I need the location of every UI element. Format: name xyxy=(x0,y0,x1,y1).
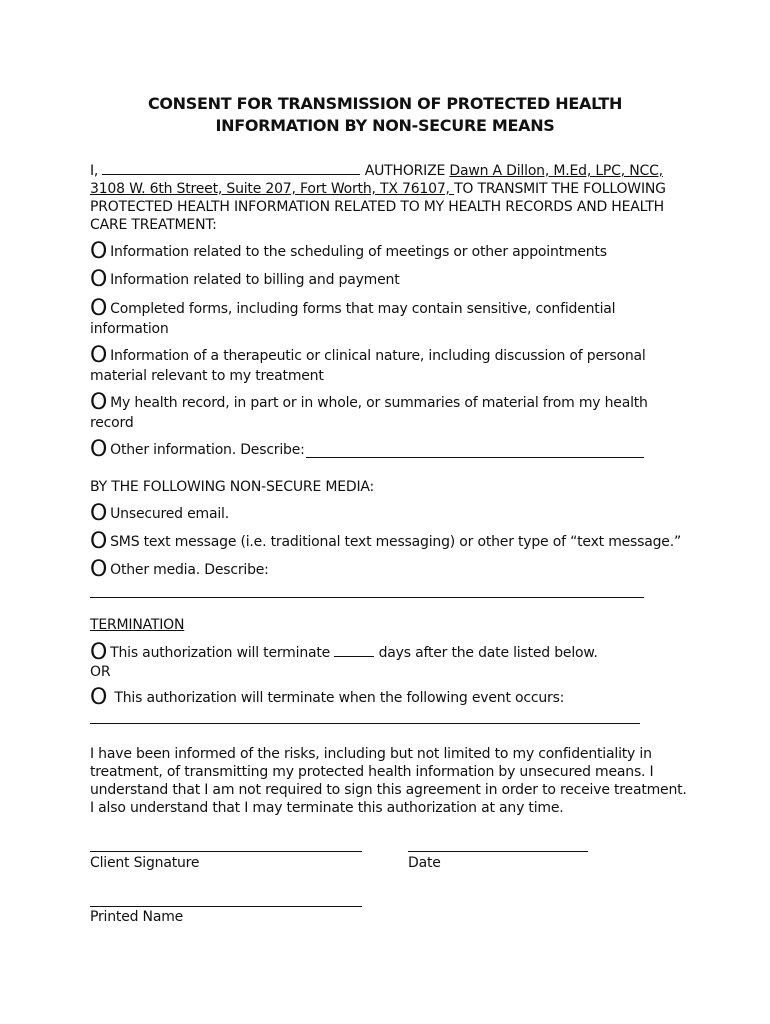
option-circle-icon[interactable]: O xyxy=(90,390,108,415)
media-heading: BY THE FOLLOWING NON-SECURE MEDIA: xyxy=(90,479,375,495)
client-signature-line[interactable] xyxy=(90,851,362,852)
info-option-forms-cont: information xyxy=(90,321,169,337)
printed-name-line[interactable] xyxy=(90,906,362,907)
option-circle-icon[interactable]: O xyxy=(90,239,108,264)
option-circle-icon[interactable]: O xyxy=(90,437,108,462)
info-option-label: My health record, in part or in whole, or summaries of material from my health xyxy=(110,395,648,411)
media-option-label: Unsecured email. xyxy=(110,506,229,522)
provider-name: Dawn A Dillon, M.Ed, LPC, NCC, xyxy=(449,163,663,179)
termination-event-label: This authorization will terminate when the following event occurs: xyxy=(114,690,565,706)
intro-line-4: CARE TREATMENT: xyxy=(90,217,217,233)
statement-line-2: treatment, of transmitting my protected health information by unsecured means. I xyxy=(90,764,654,780)
media-option-label: Other media. Describe: xyxy=(110,562,269,578)
info-option-scheduling[interactable] xyxy=(90,239,607,264)
media-option-sms[interactable] xyxy=(90,529,682,554)
statement-line-3: understand that I am not required to sign this agreement in order to receive treatment. xyxy=(90,782,687,798)
info-option-label: Information related to billing and payment xyxy=(110,272,400,288)
media-option-label: SMS text message (i.e. traditional text messaging) or other type of “text message.” xyxy=(110,534,682,550)
media-option-other[interactable] xyxy=(90,557,269,582)
termination-or: OR xyxy=(90,664,111,680)
date-label: Date xyxy=(408,855,441,871)
termination-days-before: This authorization will terminate xyxy=(110,645,331,661)
option-circle-icon[interactable]: O xyxy=(90,529,108,554)
info-option-billing[interactable] xyxy=(90,267,400,292)
option-circle-icon[interactable]: O xyxy=(90,343,108,368)
info-option-label: Other information. Describe: xyxy=(110,442,305,458)
provider-address: 3108 W. 6th Street, Suite 207, Fort Worth, TX 76107, xyxy=(90,181,455,197)
client-name-blank[interactable] xyxy=(102,161,360,175)
authorize-label: AUTHORIZE xyxy=(364,163,446,179)
to-transmit-label: TO TRANSMIT THE FOLLOWING xyxy=(454,181,666,197)
intro-line-3: PROTECTED HEALTH INFORMATION RELATED TO MY HEALTH RECORDS AND HEALTH xyxy=(90,199,664,215)
other-media-describe-blank[interactable] xyxy=(90,597,644,598)
statement-line-4: I also understand that I may terminate this authorization at any time. xyxy=(90,800,564,816)
info-option-label: Completed forms, including forms that may contain sensitive, confidential xyxy=(110,301,616,317)
info-option-label: Information related to the scheduling of meetings or other appointments xyxy=(110,244,607,260)
info-option-other[interactable] xyxy=(90,437,305,462)
media-option-email[interactable] xyxy=(90,501,229,526)
info-option-therapeutic-cont: material relevant to my treatment xyxy=(90,368,324,384)
option-circle-icon[interactable]: O xyxy=(90,557,108,582)
info-option-forms[interactable] xyxy=(90,296,616,321)
info-option-health-record[interactable] xyxy=(90,390,648,415)
date-line[interactable] xyxy=(408,851,588,852)
statement-line-1: I have been informed of the risks, including but not limited to my confidentiality in xyxy=(90,746,652,762)
intro-line-1 xyxy=(90,161,663,180)
form-title xyxy=(90,93,680,137)
termination-days-blank[interactable] xyxy=(334,643,374,657)
option-circle-icon[interactable]: O xyxy=(90,267,108,292)
termination-heading: TERMINATION xyxy=(90,617,185,633)
form-title-line-2: INFORMATION BY NON-SECURE MEANS xyxy=(215,116,555,135)
info-option-label: Information of a therapeutic or clinical nature, including discussion of personal xyxy=(110,348,646,364)
option-circle-icon[interactable]: O xyxy=(90,296,108,321)
termination-option-event[interactable] xyxy=(90,685,565,710)
other-info-describe-blank[interactable] xyxy=(306,457,644,458)
intro-line-2 xyxy=(90,180,666,198)
printed-name-label: Printed Name xyxy=(90,909,184,925)
client-signature-label: Client Signature xyxy=(90,855,200,871)
option-circle-icon[interactable]: O xyxy=(90,685,108,710)
intro-i-label: I, xyxy=(90,163,99,179)
info-option-health-record-cont: record xyxy=(90,415,134,431)
termination-option-days[interactable] xyxy=(90,640,598,665)
option-circle-icon[interactable]: O xyxy=(90,640,108,665)
info-option-therapeutic[interactable] xyxy=(90,343,646,368)
termination-event-blank[interactable] xyxy=(90,723,640,724)
termination-days-after: days after the date listed below. xyxy=(378,645,598,661)
form-title-line-1: CONSENT FOR TRANSMISSION OF PROTECTED HEALTH xyxy=(147,94,623,113)
option-circle-icon[interactable]: O xyxy=(90,501,108,526)
